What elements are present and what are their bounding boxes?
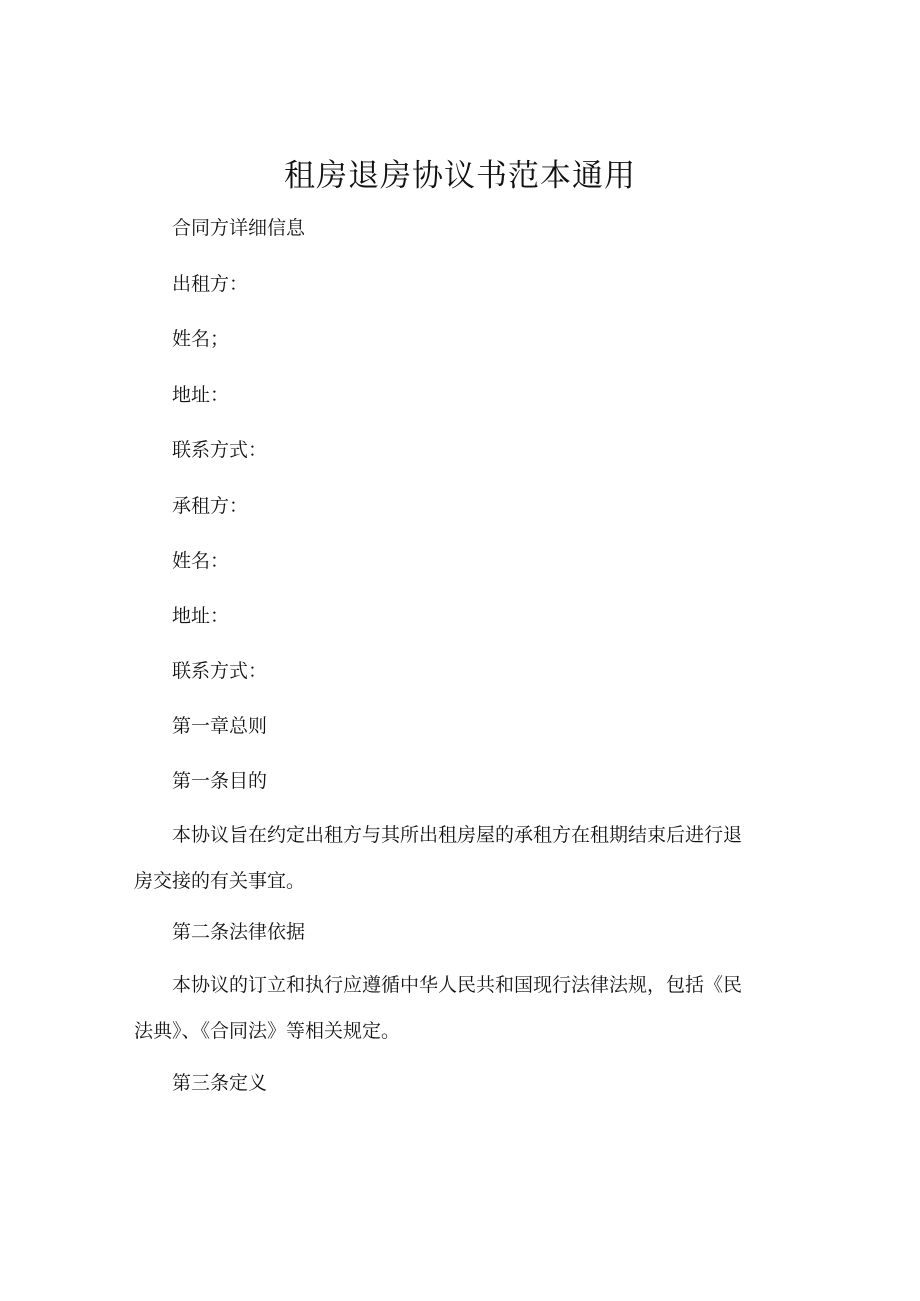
lessor-name-label: 姓名；: [172, 328, 230, 350]
paragraph-line: 法典》、《合同法》等相关规定。: [134, 1020, 401, 1042]
paragraph-line: 本协议旨在约定出租方与其所出租房屋的承租方在租期结束后进行退: [172, 824, 743, 846]
article-2-heading: 第二条法律依据: [172, 921, 306, 943]
document-title: 租房退房协议书范本通用: [284, 158, 636, 194]
lessee-contact-label: 联系方式：: [172, 660, 268, 682]
lessee-name-label: 姓名：: [172, 550, 230, 572]
article-3-heading: 第三条定义: [172, 1072, 268, 1094]
article-1-paragraph: [134, 812, 774, 904]
paragraph-line: 本协议的订立和执行应遵循中华人民共和国现行法律法规，包括《民: [172, 974, 743, 996]
lessee-label: 承租方：: [172, 495, 249, 517]
section-label-party-info: 合同方详细信息: [172, 217, 306, 239]
article-1-heading: 第一条目的: [172, 770, 268, 792]
paragraph-line: 房交接的有关事宜。: [134, 870, 306, 892]
lessor-address-label: 地址：: [172, 384, 230, 406]
chapter-heading: 第一章总则: [172, 715, 268, 737]
lessee-address-label: 地址：: [172, 605, 230, 627]
article-2-paragraph: [134, 962, 774, 1054]
lessor-contact-label: 联系方式：: [172, 439, 268, 461]
lessor-label: 出租方：: [172, 273, 249, 295]
